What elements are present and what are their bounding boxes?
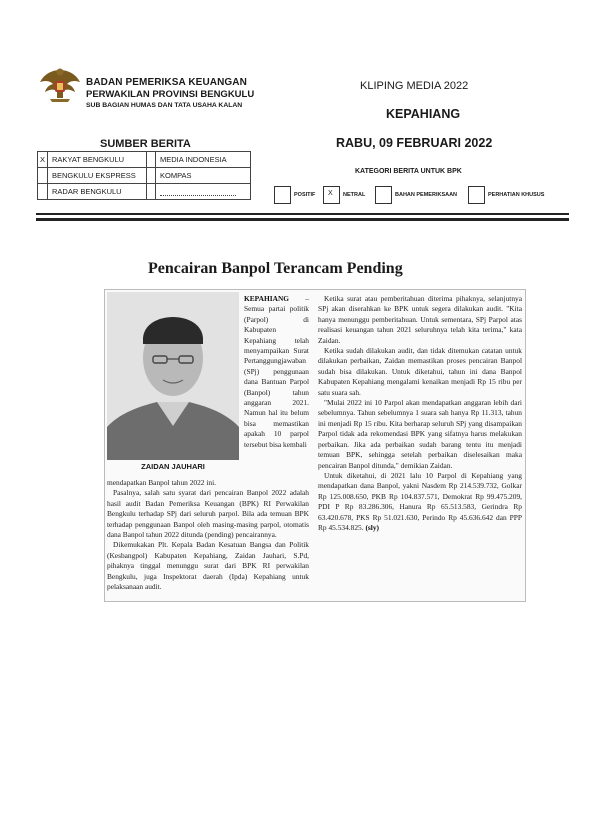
- category-pemeriksaan-box: [375, 186, 392, 204]
- source-table: [37, 151, 251, 200]
- source-mark: [147, 184, 156, 200]
- article-paragraph: Untuk diketahui, di 2021 lalu 10 Parpol di Kepahiang yang mendapatkan dana Banpol, yakni Nasdem Rp 214.539.732, Golkar Rp 125.008.650, PKB Rp 104.837.571, Demokrat Rp 99.475.209, PDI P Rp 83.286.306, Hanura Rp 65.513.583, Gerindra Rp 63.420.678, PKS Rp 51.021.630, Perindo Rp 45.636.642 dan PPP Rp 45.534.825.: [318, 470, 522, 532]
- header-divider: [36, 218, 569, 221]
- org-branch: PERWAKILAN PROVINSI BENGKULU: [86, 89, 255, 100]
- bpk-garuda-logo-icon: [38, 64, 82, 104]
- source-name: RADAR BENGKULU: [48, 184, 147, 200]
- article-lead-column: [244, 294, 309, 450]
- source-mark: [147, 152, 156, 168]
- table-row: [38, 152, 251, 168]
- article-paragraph: Ketika sudah dilakukan audit, dan tidak ditemukan catatan untuk dilakukan perbaikan, Zaidan memastikan proses pencairan Banpol sudah bisa dilakukan. Untuk diketahui, tahun ini dana Banpol Kabupaten Kepahiang mengalami kenaikan menjadi Rp 15 ribu per satu suara sah.: [318, 346, 522, 397]
- photo-caption: ZAIDAN JAUHARI: [141, 462, 205, 471]
- category-positif-label: POSITIF: [294, 192, 316, 198]
- article-paragraph: "Mulai 2022 ini 10 Parpol akan mendapatkan anggaran lebih dari sebelumnya. Tahun sebelumnya 1 suara sah hanya Rp 11.313, tahun ini menjadi Rp 15 ribu. Kita berharap seluruh SPj yang disampaikan Parpol tidak ada rekomendasi BPK yang sifatnya harus melakukan perbaikan. Jika ada perbaikan sudah barang tentu itu menjadi temuan BPK, sehingga setelah perbaikan diselesaikan maka pencairan Banpol ditunda," demikian Zaidan.: [318, 398, 522, 470]
- article-paragraph: Dikemukakan Plt. Kepala Badan Kesatuan Bangsa dan Politik (Kesbangpol) Kabupaten Kepahiang, Zaidan Jauhari, S.Pd, pihaknya tinggal menunggu surat dari BPK RI perwakilan Bengkulu, juga Inspektorat daerah (Ipda) Kepahiang untuk pelaksanaan audit.: [107, 540, 309, 592]
- table-row: [38, 168, 251, 184]
- article-headline: Pencairan Banpol Terancam Pending: [148, 260, 403, 277]
- source-mark: X: [38, 152, 48, 168]
- kategori-title: KATEGORI BERITA UNTUK BPK: [355, 168, 462, 175]
- source-mark: [38, 184, 48, 200]
- table-row: [38, 184, 251, 200]
- publication-date: RABU, 09 FEBRUARI 2022: [336, 136, 493, 150]
- category-khusus-box: [468, 186, 485, 204]
- article-dateline: KEPAHIANG: [244, 294, 290, 303]
- person-photo: [107, 292, 239, 460]
- article-lead: – Semua partai politik (Parpol) di Kabupaten Kepahiang telah menyampaikan Surat Pertanggungjawaban (SPj) penggunaan dana Bantuan Parpol (Banpol) tahun anggaran 2021. Namun hal itu belum bisa memastikan apakah 10 parpol tersebut bisa kembali: [244, 294, 309, 449]
- article-paragraph: Pasalnya, salah satu syarat dari pencairan Banpol 2022 adalah hasil audit Badan Pemeriksa Keuangan (BPK) RI Perwakilan Bengkulu terhadap SPj dari seluruh parpol. Bila ada temuan BPK terhadap penggunaan Banpol oleh masing-masing parpol, otomatis dana Banpol tahun 2022 ditunda (pending) pencairannya.: [107, 488, 309, 540]
- kliping-title: KLIPING MEDIA 2022: [360, 80, 469, 92]
- org-name: BADAN PEMERIKSA KEUANGAN: [86, 77, 247, 88]
- org-subdivision: SUB BAGIAN HUMAS DAN TATA USAHA KALAN: [86, 102, 243, 109]
- source-name: KOMPAS: [156, 168, 251, 184]
- source-mark: [147, 168, 156, 184]
- category-khusus-label: PERHATIAN KHUSUS: [488, 192, 545, 198]
- sumber-berita-title: SUMBER BERITA: [100, 138, 191, 150]
- article-signoff: (sly): [365, 522, 379, 532]
- category-pemeriksaan-label: BAHAN PEMERIKSAAN: [395, 192, 458, 198]
- article-paragraph: Ketika surat atau pemberitahuan diterima pihaknya, selanjutnya SPj akan diserahkan ke BPK untuk segera dilakukan audit. "Kita hanya menunggu pemberitahuan. Untuk sementara, SPj Parpol atas realisasi keuangan tahun 2021 seluruhnya telah kita terima," kata Zaidan.: [318, 294, 522, 345]
- source-name: BENGKULU EKSPRESS: [48, 168, 147, 184]
- source-other-blank: [156, 184, 251, 200]
- source-mark: [38, 168, 48, 184]
- category-positif-box: [274, 186, 291, 204]
- article-right-column: [318, 294, 522, 533]
- region-title: KEPAHIANG: [386, 107, 461, 121]
- header-divider: [36, 213, 569, 215]
- blank-fill-line: [160, 186, 236, 196]
- source-name: RAKYAT BENGKULU: [48, 152, 147, 168]
- category-netral-label: NETRAL: [343, 192, 366, 198]
- source-name: MEDIA INDONESIA: [156, 152, 251, 168]
- category-netral-mark: X: [328, 190, 333, 197]
- article-paragraph: mendapatkan Banpol tahun 2022 ini.: [107, 478, 216, 487]
- article-left-column: [107, 478, 309, 592]
